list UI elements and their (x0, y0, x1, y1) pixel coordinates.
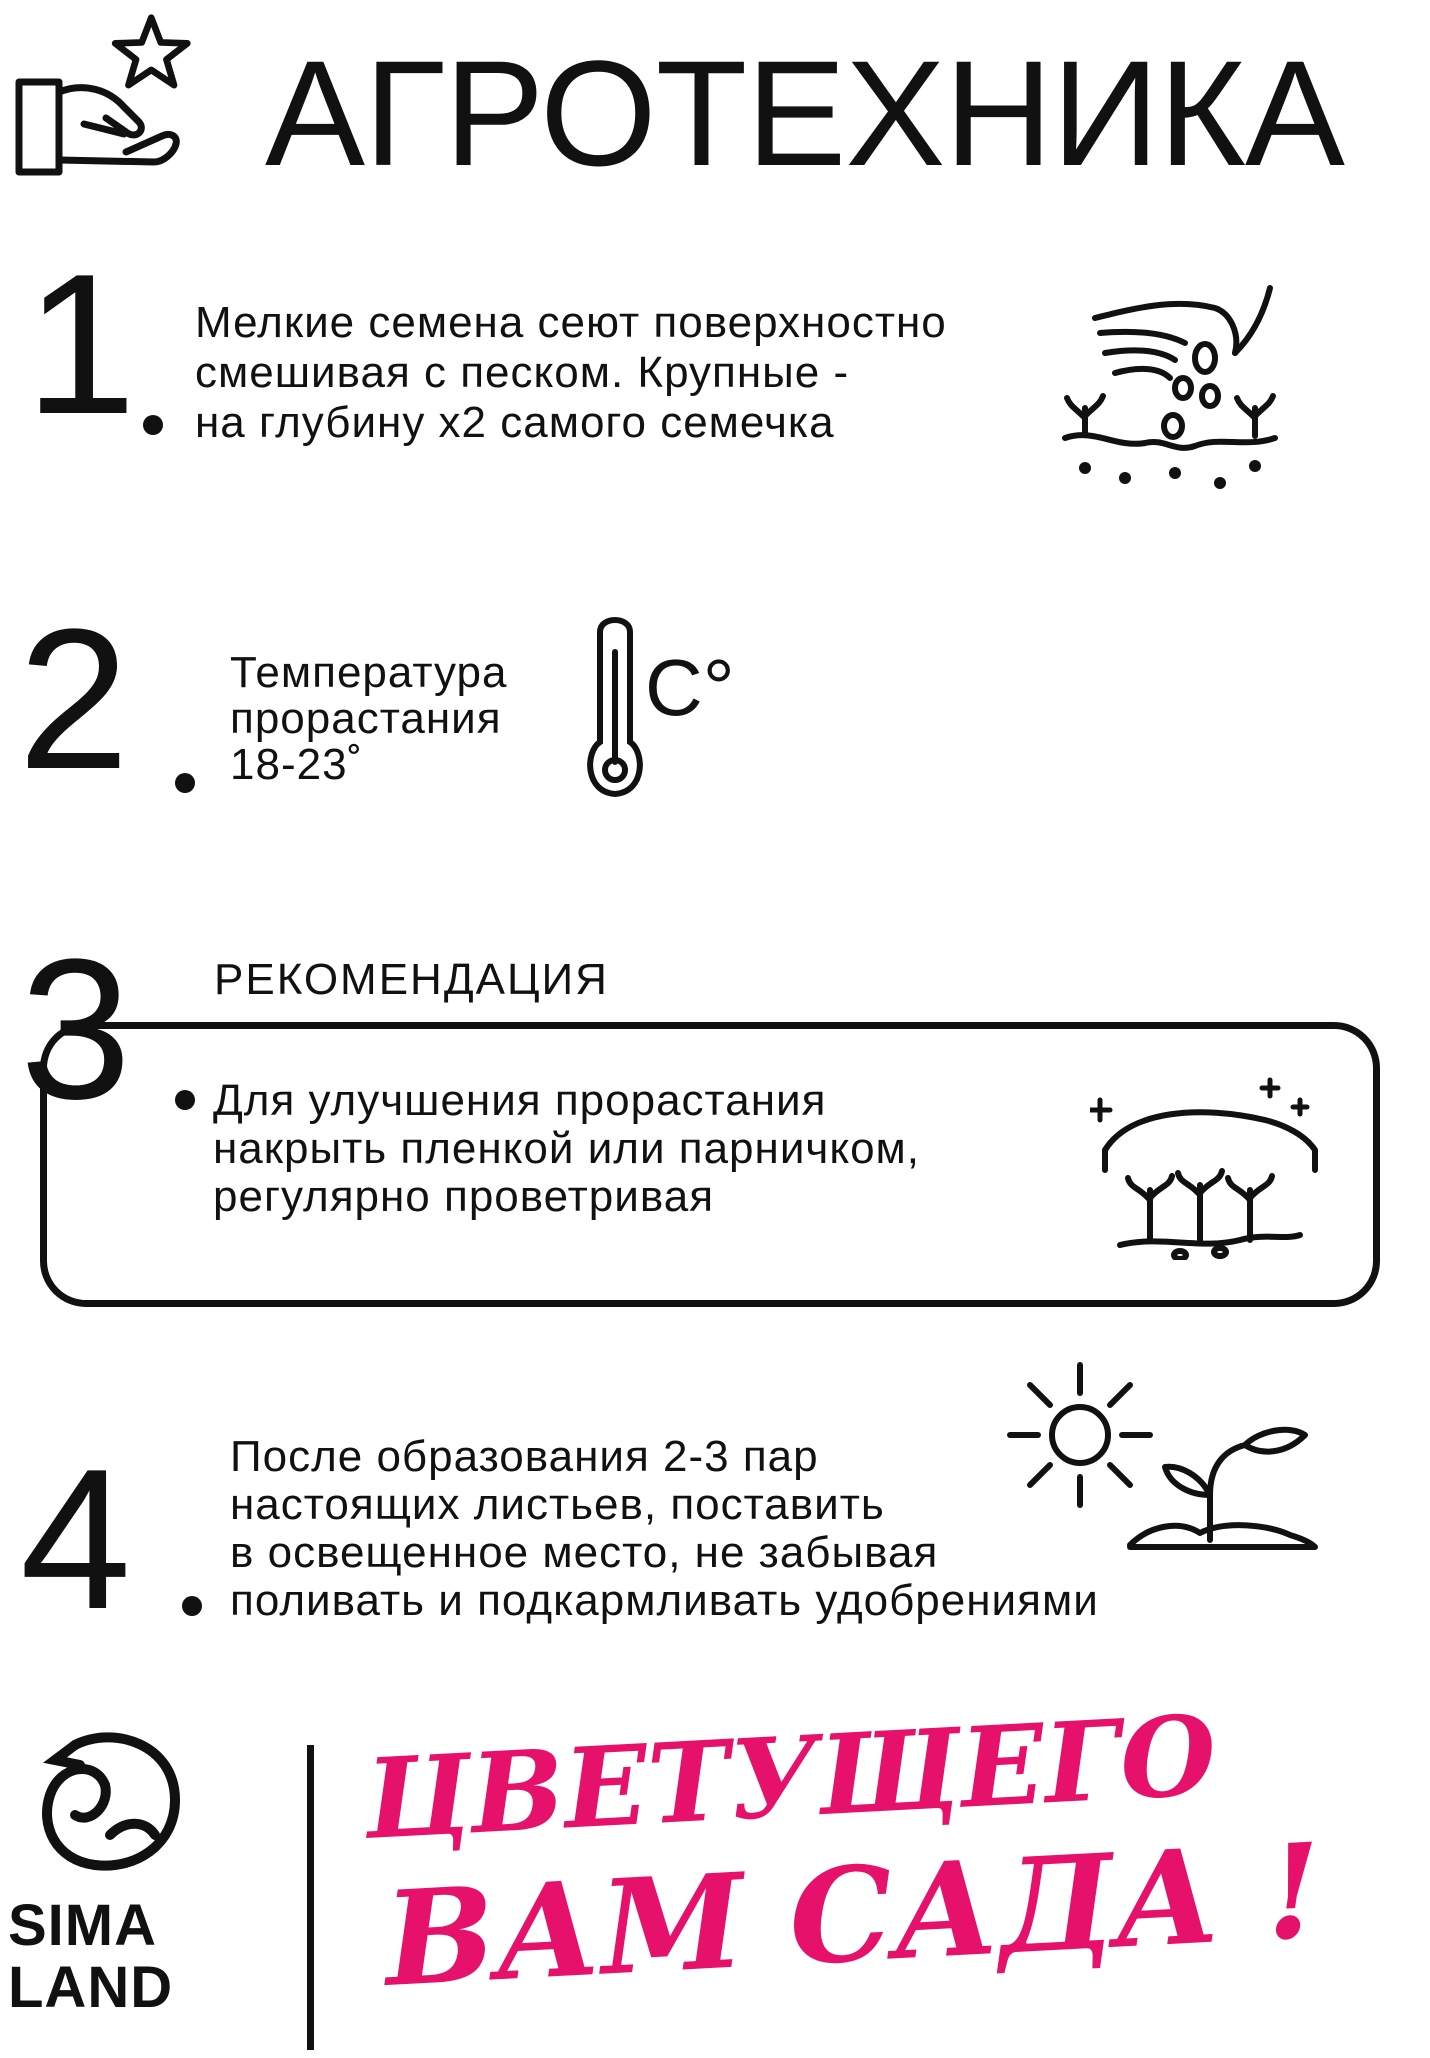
step-2-text (230, 650, 508, 788)
slogan-line-2: ВАМ САДА ! (380, 1814, 1326, 2016)
step-4-line: настоящих листьев, поставить (230, 1480, 885, 1529)
step-1-number: 1 (25, 233, 137, 456)
step-3-line: Для улучшения прорастания (213, 1076, 827, 1125)
thermometer-icon (580, 612, 650, 807)
slogan-line-1: ЦВЕТУЩЕГО (361, 1690, 1220, 1864)
step-4-line: После образования 2-3 пар (230, 1432, 819, 1481)
step-3-text (213, 1077, 920, 1221)
step-3-number: 3 (20, 918, 132, 1141)
dolphin-logo-icon (35, 1725, 185, 1880)
page-title: АГРОТЕХНИКА (265, 29, 1344, 197)
step-2-dot (175, 773, 195, 793)
step-2-line: прорастания (230, 694, 502, 743)
step-1-line: смешивая с песком. Крупные - (195, 348, 850, 397)
step-3-line: регулярно проветривая (213, 1172, 715, 1221)
step-1-dot (143, 415, 163, 435)
step-2-line: 18-23˚ (230, 740, 364, 789)
step-1-line: на глубину х2 самого семечка (195, 398, 835, 447)
hand-star-icon (14, 12, 204, 187)
sowing-seeds-icon (1055, 278, 1285, 503)
greenhouse-icon (1090, 1070, 1320, 1265)
footer-divider (307, 1745, 314, 2050)
step-3-line: накрыть пленкой или парничком, (213, 1124, 921, 1173)
step-4-line: в освещенное место, не забывая (230, 1528, 939, 1577)
step-2-number: 2 (18, 588, 130, 811)
step-1-line: Мелкие семена сеют поверхностно (195, 298, 947, 347)
step-2-line: Температура (230, 648, 508, 697)
recommendation-label: РЕКОМЕНДАЦИЯ (214, 955, 609, 1004)
step-3-dot (175, 1090, 195, 1110)
step-1-text (195, 298, 947, 448)
brand-name-line-1: SIMA (8, 1893, 157, 1958)
sun-sprout-icon (1000, 1355, 1330, 1570)
celsius-unit: C° (645, 643, 735, 732)
brand-name-line-2: LAND (8, 1955, 174, 2020)
step-4-line: поливать и подкармливать удобрениями (230, 1576, 1099, 1625)
step-4-dot (182, 1596, 202, 1616)
step-4-text (230, 1433, 1099, 1625)
step-4-number: 4 (20, 1428, 132, 1651)
